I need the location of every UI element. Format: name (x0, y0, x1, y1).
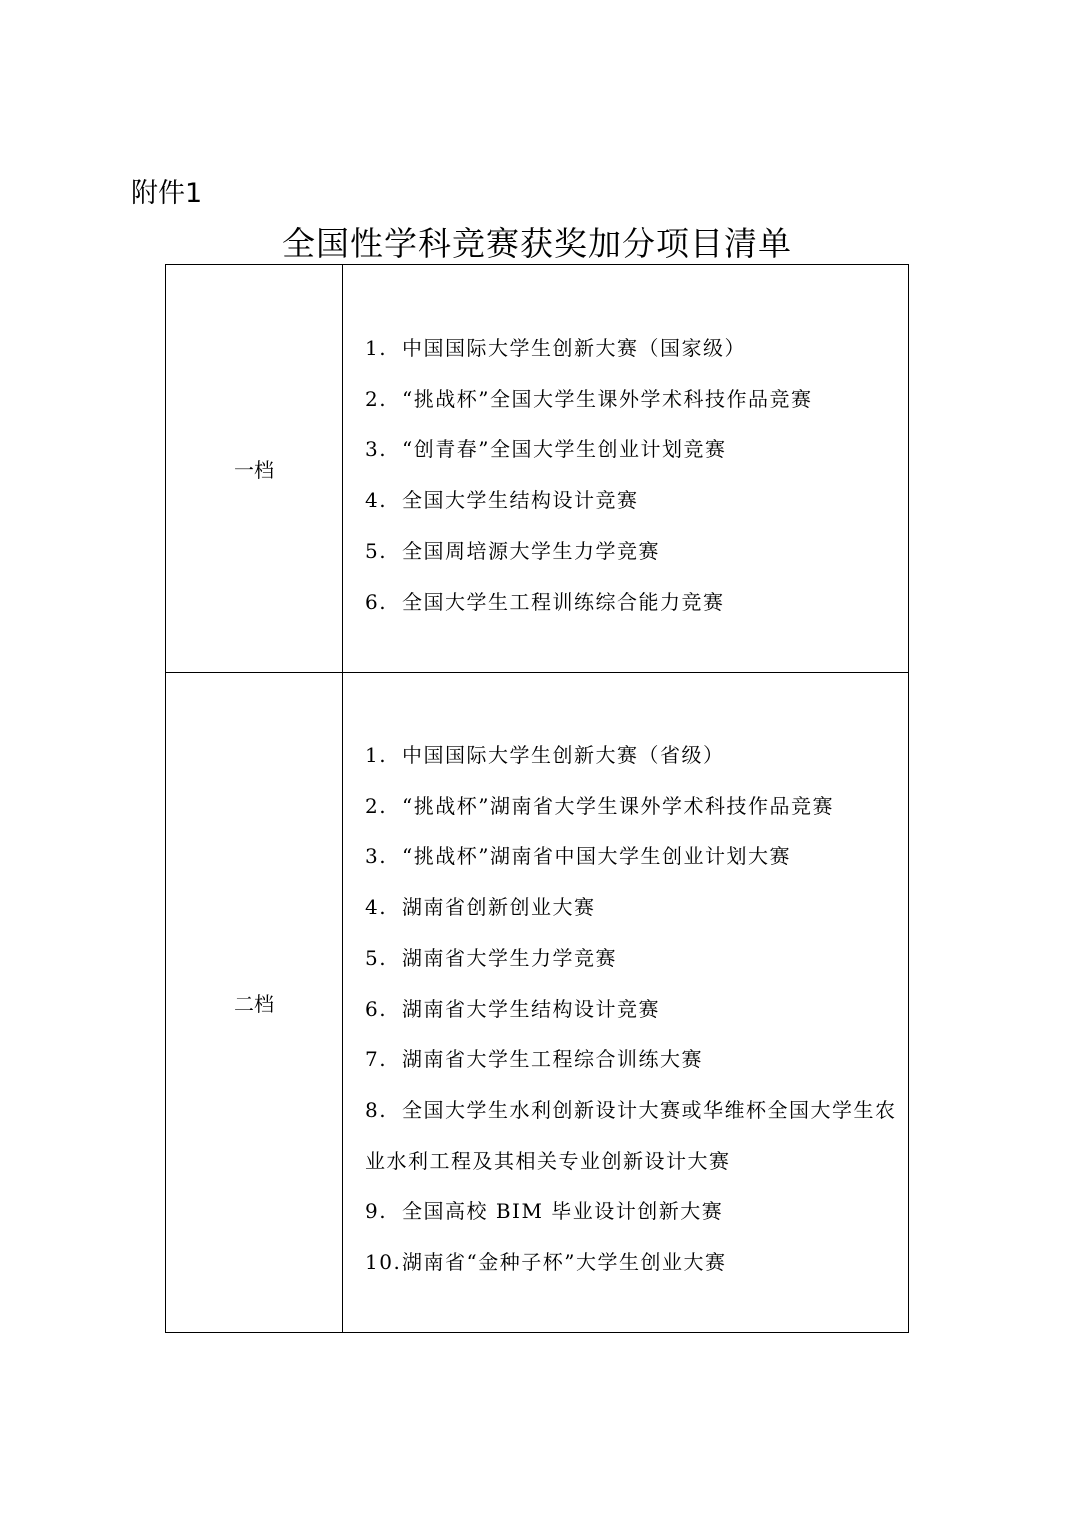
tier-row-2 (166, 673, 908, 1332)
list-item: 1. 中国国际大学生创新大赛（省级） (365, 743, 725, 767)
list-item: 6. 全国大学生工程训练综合能力竞赛 (365, 589, 725, 614)
document-title: 全国性学科竞赛获奖加分项目清单 (282, 224, 792, 263)
competition-list (365, 730, 898, 1288)
competition-list (365, 323, 898, 627)
list-item: 4. 全国大学生结构设计竞赛 (365, 488, 639, 513)
tier-label: 一档 (166, 265, 343, 672)
competition-table (165, 264, 909, 1333)
list-item: 5. 湖南省大学生力学竞赛 (365, 945, 617, 970)
tier-items-cell (343, 673, 908, 1332)
list-item: 3. “创青春”全国大学生创业计划竞赛 (365, 437, 727, 462)
tier-row-1 (166, 265, 908, 673)
list-item: 6. 湖南省大学生结构设计竞赛 (365, 996, 660, 1021)
list-item: 9. 全国高校 BIM 毕业设计创新大赛 (365, 1199, 724, 1224)
list-item: 1. 中国国际大学生创新大赛（国家级） (365, 336, 746, 360)
list-item: 10.湖南省“金种子杯”大学生创业大赛 (365, 1250, 727, 1275)
tier-items-cell (343, 265, 908, 672)
list-item: 7. 湖南省大学生工程综合训练大赛 (365, 1047, 703, 1072)
list-item: 3. “挑战杯”湖南省中国大学生创业计划大赛 (365, 844, 791, 869)
list-item: 8. 全国大学生水利创新设计大赛或华维杯全国大学生农业水利工程及其相关专业创新设计大赛 (365, 1097, 897, 1173)
tier-label: 二档 (166, 673, 343, 1332)
list-item: 4. 湖南省创新创业大赛 (365, 895, 596, 920)
list-item: 2. “挑战杯”全国大学生课外学术科技作品竞赛 (365, 386, 813, 411)
list-item: 5. 全国周培源大学生力学竞赛 (365, 538, 660, 563)
list-item: 2. “挑战杯”湖南省大学生课外学术科技作品竞赛 (365, 793, 834, 818)
attachment-label: 附件1 (131, 178, 203, 209)
